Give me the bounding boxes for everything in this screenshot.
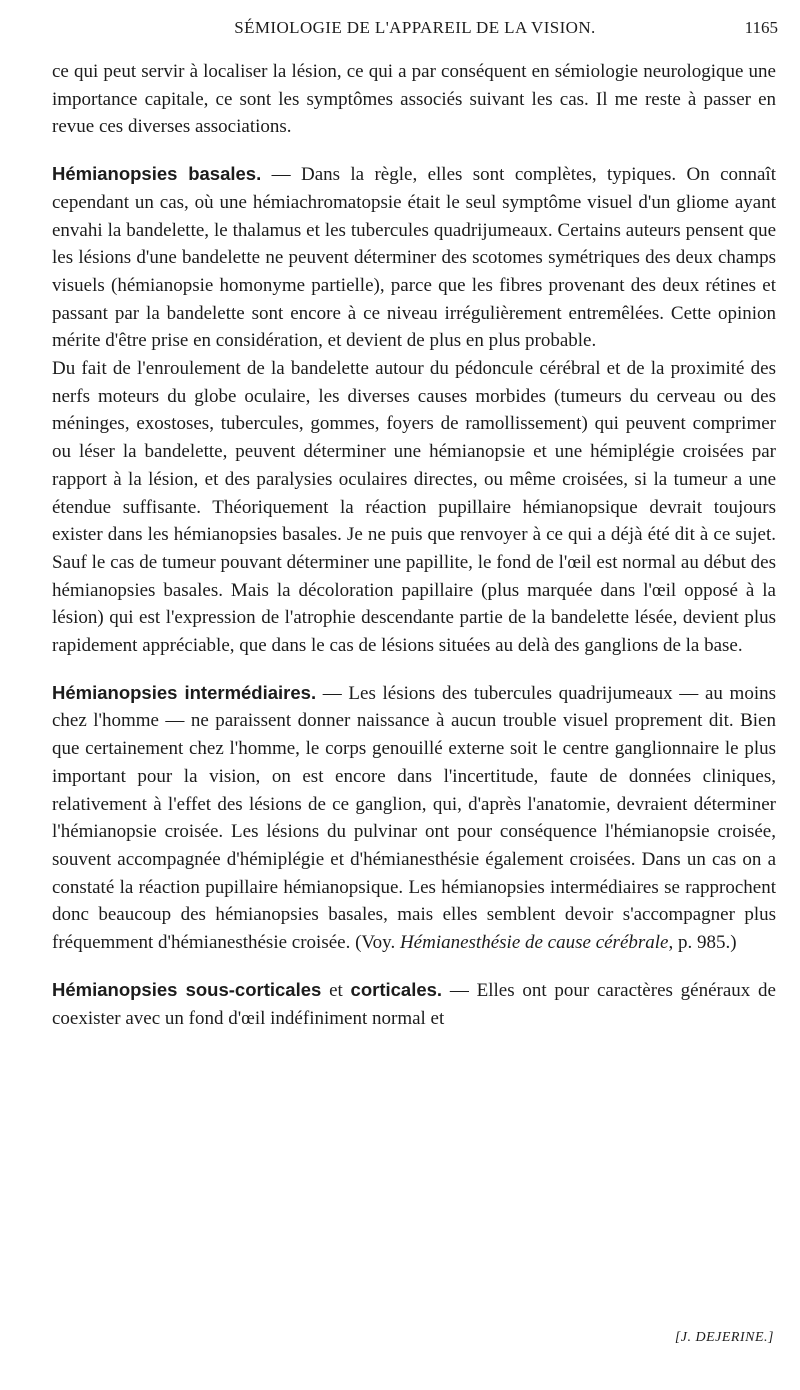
section-heading-connector: et <box>321 979 351 1001</box>
section-basales-text-1: — Dans la règle, elles sont complètes, typiques. On connaît cependant un cas, où une hémiachromatopsie était le seul symptôme visuel d'un gliome ayant envahi la bandelette, le thalamus et les tubercules quadrijumeaux. Certains auteurs pensent que les lésions d'une bandelette ne peuvent déterminer des scotomes symétriques des deux champs visuels (hémianopsie homonyme partielle), parce que les fibres provenant des deux rétines et passant par la bandelette sont encore à ce niveau irrégulièrement entremêlées. Cette opinion mérite d'être prise en considération, et devient de plus en plus probable. <box>52 164 776 352</box>
cross-reference-title: Hémianesthésie de cause cérébrale <box>399 932 669 954</box>
running-header <box>52 18 778 42</box>
section-corticales-paragraph <box>52 976 776 1032</box>
section-intermediaires-paragraph <box>52 679 776 957</box>
page-number: 1165 <box>744 18 778 37</box>
body-text <box>52 58 776 1032</box>
section-heading-corticales-second: corticales. <box>350 978 443 1000</box>
author-signature: [J. DEJERINE.] <box>674 1330 774 1345</box>
running-title: SÉMIOLOGIE DE L'APPAREIL DE LA VISION. <box>234 18 596 37</box>
section-heading-basales: Hémianopsies basales. <box>52 163 262 185</box>
section-corticales-text: — Elles ont pour caractères généraux de coexister avec un fond d'œil indéfiniment normal et <box>52 979 776 1029</box>
section-basales-paragraph-2: Du fait de l'enroulement de la bandelette autour du pédoncule cérébral et de la proximité des nerfs moteurs du globe oculaire, les diverses causes morbides (tumeurs du cerveau ou des méninges, exostoses, tubercules, gommes, foyers de ramollissement) qui peuvent comprimer ou léser la bandelette, peuvent déterminer une hémianopsie et une hémiplégie croisées par rapport à la lésion, et des paralysies oculaires directes, ou même croisées, si la tumeur a une étendue suffisante. Théoriquement la réaction pupillaire hémianopsique devrait toujours exister dans les hémianopsies basales. Je ne puis que renvoyer à ce qui a déjà été dit à ce sujet. Sauf le cas de tumeur pouvant déterminer une papillite, le fond de l'œil est normal au début des hémianopsies basales. Mais la décoloration papillaire (plus marquée dans l'œil opposé à la lésion) qui est l'expression de l'atrophie descendante partie de la bandelette lésée, devient plus rapidement appréciable, que dans le cas de lésions situées au delà des ganglions de la base. <box>52 358 776 657</box>
section-intermediaires-text: — Les lésions des tubercules quadrijumeaux — au moins chez l'homme — ne paraissent donner naissance à aucun trouble visuel proprement dit. Bien que certainement chez l'homme, le corps genouillé externe soit le centre ganglionnaire le plus important pour la vision, on est encore dans l'incertitude, faute de données cliniques, relativement à l'effet des lésions de ce ganglion, qui, d'après l'anatomie, devraient déterminer l'hémianopsie croisée. Les lésions du pulvinar ont pour conséquence l'hémianopsie croisée, souvent accompagnée d'hémiplégie et d'hémianesthésie également croisées. Dans un cas on a constaté la réaction pupillaire hémianopsique. Les hémianopsies intermédiaires se rapprochent donc beaucoup des hémianopsies basales, mais elles semblent devoir s'accompagner plus fréquemment d'hémianesthésie croisée. (Voy. <box>52 682 776 954</box>
section-heading-corticales: Hémianopsies sous-corticales <box>52 978 322 1000</box>
section-heading-intermediaires: Hémianopsies intermédiaires. <box>52 681 317 703</box>
intro-paragraph: ce qui peut servir à localiser la lésion, ce qui a par conséquent en sémiologie neurologique une importance capitale, ce sont les symptômes associés suivant les cas. Il me reste à passer en revue ces diverses associations. <box>52 61 776 138</box>
section-basales-paragraph <box>52 160 776 355</box>
cross-reference-page: , p. 985.) <box>668 932 737 954</box>
